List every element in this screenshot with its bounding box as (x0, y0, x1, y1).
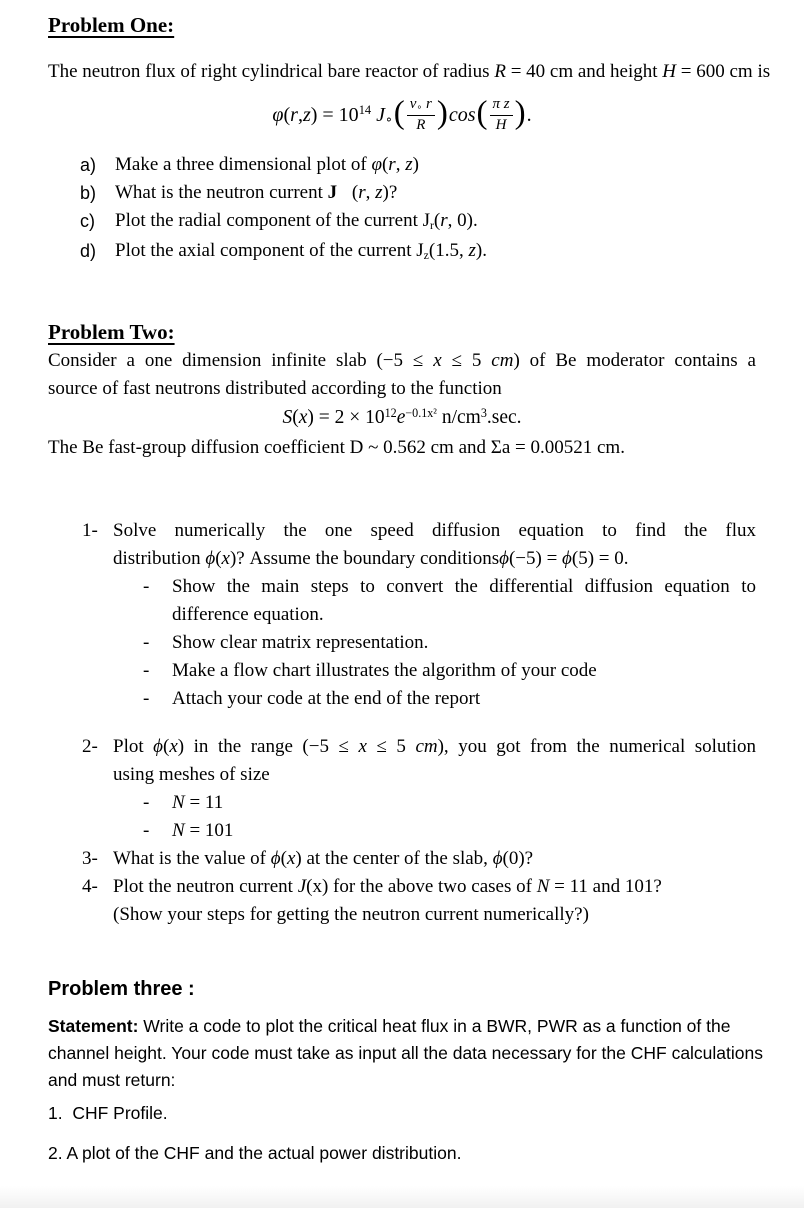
task-4 (48, 873, 756, 929)
task-2-sub-1 (113, 789, 756, 817)
item-a-label: a) (80, 155, 97, 175)
task-1-sub-2-text: Show clear matrix representation. (172, 632, 429, 653)
problem-two-intro (48, 347, 756, 403)
task-4-line-1: Plot the neutron current J(x) for the above two cases of N = 11 and 101? (113, 876, 662, 897)
deliverable-1: 1. CHF Profile. (48, 1103, 168, 1123)
intro-line-1: Consider a one dimension infinite slab (−5 ≤ x ≤ 5 cm) of Be moderator contains a (48, 350, 756, 371)
task-2-sub-2-text: N = 101 (172, 820, 234, 841)
bessel-argument-fraction (407, 97, 435, 134)
dash-bullet: - (143, 820, 150, 841)
left-paren: ( (476, 95, 488, 131)
problem-one-heading: Problem One: (48, 13, 175, 37)
problem-two-section (48, 319, 756, 929)
task-3-label: 3- (82, 848, 98, 869)
problem-three-section (48, 977, 764, 1204)
task-1-sub-1-body (172, 573, 756, 629)
dash-bullet: - (143, 792, 150, 813)
deliverable-2: 2. A plot of the CHF and the actual power distribution. (48, 1143, 462, 1163)
fraction-denominator: R (407, 115, 435, 134)
item-d-text: Plot the axial component of the current Jz(1.5, z). (115, 240, 487, 262)
dash-bullet: - (143, 632, 150, 653)
task-1-sub-3 (113, 657, 756, 685)
problem-two-heading: Problem Two: (48, 320, 175, 344)
task-1-sub-4 (113, 685, 756, 713)
item-c (48, 207, 756, 237)
dash-bullet: - (143, 660, 150, 681)
statement-line-2: channel height. Your code must take as input all the data necessary for the CHF calculations (48, 1043, 764, 1063)
fraction-numerator: v∘ r (409, 95, 432, 113)
task-3 (48, 845, 756, 873)
item-a (48, 151, 756, 179)
item-b-text: What is the neutron current J⃗(r, z)? (115, 182, 398, 203)
task-1-sub-3-text: Make a flow chart illustrates the algorithm of your code (172, 660, 597, 681)
task-2-sub-1-text: N = 11 (172, 792, 224, 813)
task-1-line-2: distribution ϕ(x)? Assume the boundary conditionsϕ(−5) = ϕ(5) = 0. (113, 548, 629, 569)
fraction-denominator: H (490, 115, 513, 134)
cos-argument-fraction (490, 97, 513, 134)
formula-cos: cos (448, 103, 476, 126)
formula-lhs: $\varphi(r,z) = 10^{14}$ J∘ (272, 103, 393, 127)
source-formula: $S(x) = 2 \times 10^{12}e^{-0.1x^2}$ $n/cm^3.\sec$. (282, 405, 522, 428)
task-2-label: 2- (82, 736, 98, 757)
right-paren: ) (436, 95, 448, 131)
problem-three-heading: Problem three : (48, 978, 195, 1000)
sub-line-2: difference equation. (172, 604, 324, 625)
task-2-body (113, 733, 756, 845)
fraction-numerator: π z (492, 95, 510, 112)
task-1-label: 1- (82, 520, 98, 541)
task-2 (48, 733, 756, 845)
intro-line-2: source of fast neutrons distributed according to the function (48, 378, 502, 399)
task-1-sub-4-text: Attach your code at the end of the report (172, 688, 481, 709)
task-2-line-1: Plot ϕ(x) in the range (−5 ≤ x ≤ 5 cm), you got from the numerical solution (113, 736, 756, 757)
item-a-text: Make a three dimensional plot of φ(r, z) (115, 154, 419, 175)
problem-one-intro: The neutron flux of right cylindrical bare reactor of radius R = 40 cm and height H = 600 cm is (48, 61, 771, 82)
dash-bullet: - (143, 688, 150, 709)
left-paren: ( (393, 95, 405, 131)
task-1-sub-2 (113, 629, 756, 657)
task-2-line-2: using meshes of size (113, 764, 270, 785)
task-2-sub-2 (113, 817, 756, 845)
task-1-line-1: Solve numerically the one speed diffusion equation to find the flux (113, 520, 756, 541)
item-d-label: d) (80, 241, 97, 261)
task-1 (48, 517, 756, 713)
task-4-line-2: (Show your steps for getting the neutron current numerically?) (113, 904, 589, 925)
right-paren: ) (514, 95, 526, 131)
task-3-text: What is the value of ϕ(x) at the center of the slab, ϕ(0)? (113, 848, 534, 869)
formula-period: . (526, 103, 532, 126)
task-1-body (113, 517, 756, 713)
dash-bullet: - (143, 576, 150, 597)
item-b (48, 179, 756, 207)
problem-one-formula (48, 91, 756, 139)
page-bottom-edge (0, 1186, 804, 1208)
statement-line-3: and must return: (48, 1070, 176, 1090)
task-1-sub-1 (113, 573, 756, 629)
problem-one-section (48, 12, 771, 267)
problem-one-items (48, 151, 756, 267)
sub-line-1: Show the main steps to convert the differential diffusion equation to (172, 576, 756, 597)
item-d (48, 237, 756, 267)
diffusion-coefficient-line: The Be fast-group diffusion coefficient D ~ 0.562 cm and Σa = 0.00521 cm. (48, 437, 625, 458)
item-c-text: Plot the radial component of the current Jr(r, 0). (115, 210, 478, 232)
task-4-label: 4- (82, 876, 98, 897)
item-c-label: c) (80, 211, 95, 231)
statement-line-1: Statement: Write a code to plot the critical heat flux in a BWR, PWR as a function of the (48, 1016, 731, 1036)
problem-three-statement (48, 1013, 764, 1094)
item-b-label: b) (80, 183, 97, 203)
